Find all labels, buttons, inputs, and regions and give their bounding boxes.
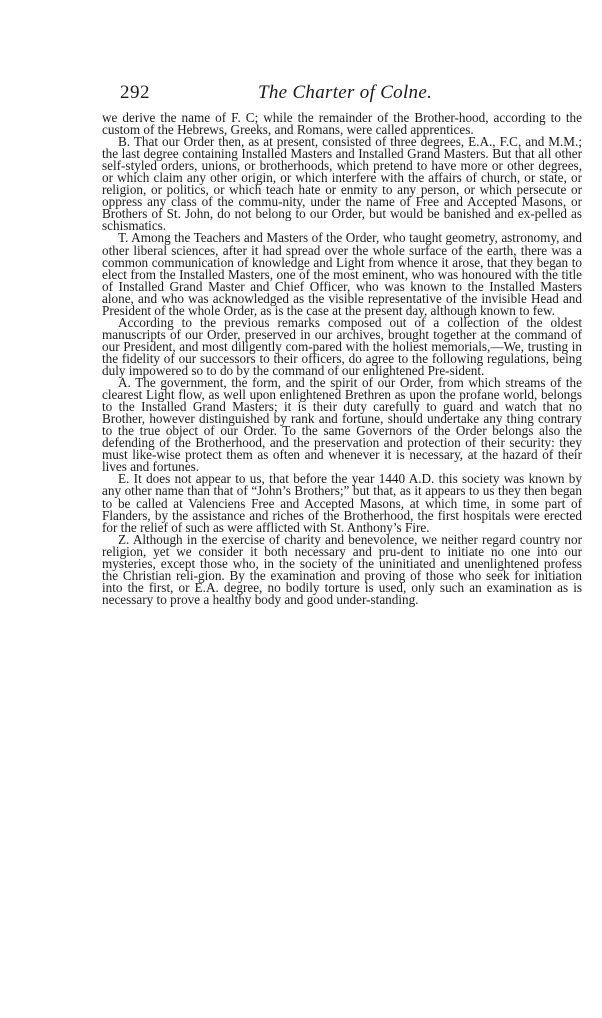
paragraph-e: E. It does not appear to us, that before the year 1440 A.D. this society was known by any other name than that of “John’s Brothers;” but that, as it appears to us they then began to be called at Valenciens Free and Accepted Masons, at which time, in some part of Flanders, by the assistance and riches of the Brotherhood, the first hospitals were erected for the relief of such as were afflicted with St. Anthony’s Fire.: [102, 471, 582, 535]
paragraph-continued: we derive the name of F. C; while the remainder of the Brother-hood, according to the custom of the Hebrews, Greeks, and Romans, were called apprentices.: [102, 110, 582, 138]
paragraph-according: According to the previous remarks composed out of a collection of the oldest manuscripts of our Order, preserved in our archives, brought together at the command of our President, and most diligently com-pared with the holiest memorials,—We, trusting in the fidelity of our successors to their officers, do agree to the following regulations, being duly impowered so to do by the command of our enlightened Pre-sident.: [102, 314, 582, 378]
paragraph-t: T. Among the Teachers and Masters of the Order, who taught geometry, astronomy, and other liberal sciences, after it had spread over the whole surface of the earth, there was a common communication of knowledge and Light from whence it arose, that they began to elect from the Installed Masters, one of the most eminent, who was honoured with the title of Installed Grand Master and Chief Officer, who was known to the Installed Masters alone, and who was acknowledged as the visible representative of the invisible Head and President of the whole Order, as is the case at the present day, although known to few.: [102, 230, 582, 318]
body-text: [102, 112, 582, 606]
paragraph-b: B. That our Order then, as at present, consisted of three degrees, E.A., F.C, and M.M.; the last degree containing Installed Masters and Installed Grand Masters. But that all other self-styled orders, unions, or brotherhoods, which pretend to have more or other degrees, or which claim any other origin, or which interfere with the affairs of church, or state, or religion, or politics, or which teach hate or enmity to any person, or which persecute or oppress any class of the commu-nity, under the name of Free and Accepted Masons, or Brothers of St. John, do not belong to our Order, but would be banished and ex-pelled as schismatics.: [102, 134, 582, 234]
paragraph-a: A. The government, the form, and the spirit of our Order, from which streams of the clearest Light flow, as well upon enlightened Brethren as upon the profane world, belongs to the Installed Grand Masters; it is their duty carefully to guard and watch that no Brother, however distinguished by rank and fortune, should undertake any thing contrary to the true object of our Order. To the same Governors of the Order belongs also the defending of the Brotherhood, and the preservation and protection of their security: they must like-wise protect them as often and whenever it is necessary, at the hazard of their lives and fortunes.: [102, 375, 582, 475]
running-title: The Charter of Colne.: [258, 82, 433, 103]
book-page: [102, 82, 582, 606]
paragraph-z: Z. Although in the exercise of charity and benevolence, we neither regard country nor religion, yet we consider it both necessary and pru-dent to initiate no one into our mysteries, except those who, in the society of the uninitiated and unenlightened profess the Christian reli-gion. By the examination and proving of those who seek for initiation into the first, or E.A. degree, no bodily torture is used, only such an examination as is necessary to prove a healthy body and good under-standing.: [102, 531, 582, 607]
page-number: 292: [120, 82, 150, 103]
running-head: [102, 82, 582, 108]
